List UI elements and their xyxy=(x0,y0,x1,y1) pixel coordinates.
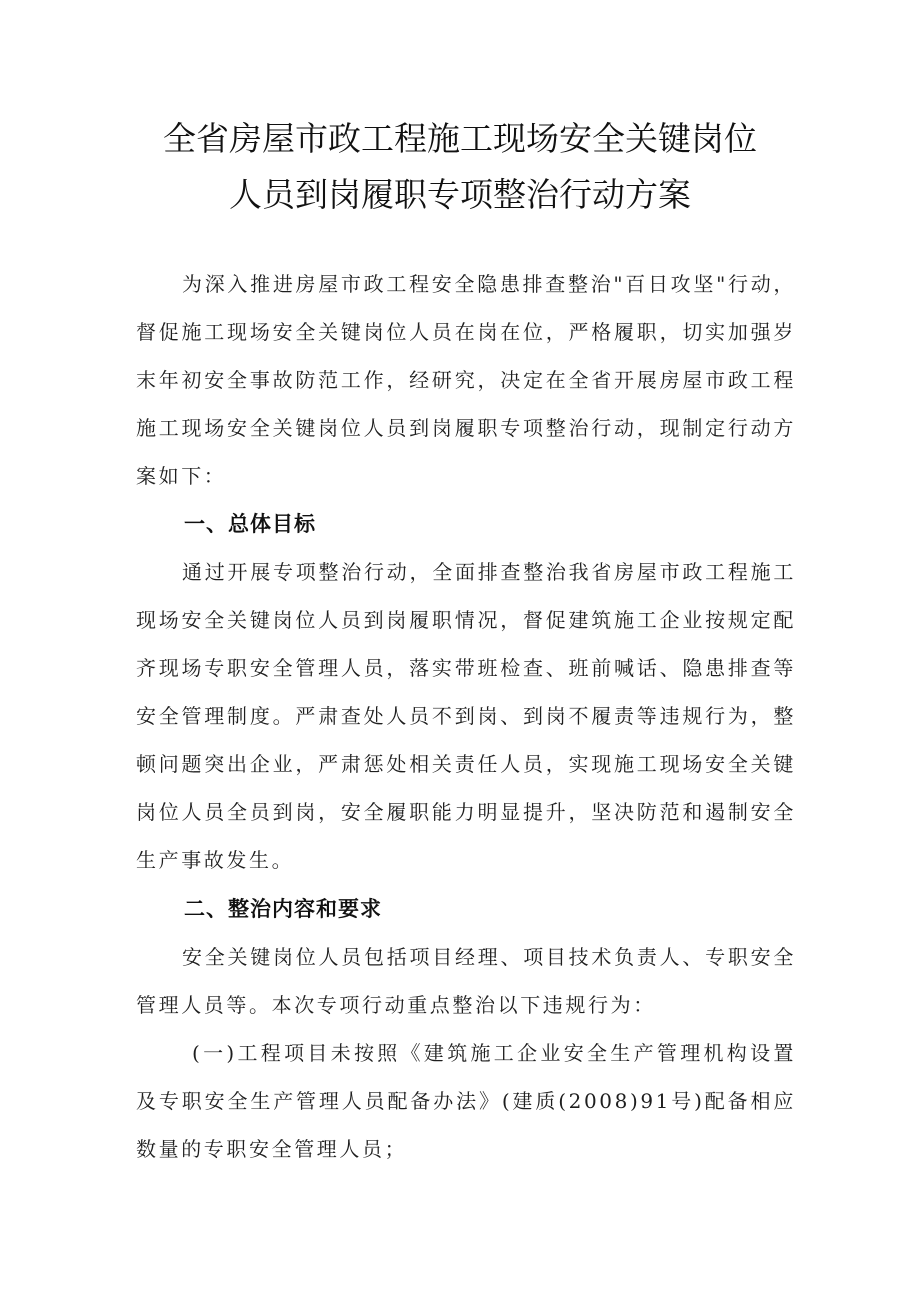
document-title-line-2: 人员到岗履职专项整治行动方案 xyxy=(229,175,691,214)
list-item-1-paragraph: (一)工程项目未按照《建筑施工企业安全生产管理机构设置及专职安全生产管理人员配备办法》(建质(2008)91号)配备相应数量的专职安全管理人员； xyxy=(136,1041,796,1161)
section-heading-general-goal: 一、总体目标 xyxy=(184,512,316,536)
intro-paragraph: 为深入推进房屋市政工程安全隐患排查整治"百日攻坚"行动，督促施工现场安全关键岗位人员在岗在位，严格履职，切实加强岁末年初安全事故防范工作，经研究，决定在全省开展房屋市政工程施工现场安全关键岗位人员到岗履职专项整治行动，现制定行动方案如下： xyxy=(136,272,796,488)
section-paragraph-general-goal: 通过开展专项整治行动，全面排查整治我省房屋市政工程施工现场安全关键岗位人员到岗履职情况，督促建筑施工企业按规定配齐现场专职安全管理人员，落实带班检查、班前喊话、隐患排查等安全管理制度。严肃查处人员不到岗、到岗不履责等违规行为，整顿问题突出企业，严肃惩处相关责任人员，实现施工现场安全关键岗位人员全员到岗，安全履职能力明显提升，坚决防范和遏制安全生产事故发生。 xyxy=(136,560,796,872)
section-heading-rectification-content: 二、整治内容和要求 xyxy=(184,897,382,921)
document-title-line-1: 全省房屋市政工程施工现场安全关键岗位 xyxy=(163,119,757,158)
section-paragraph-rectification-content: 安全关键岗位人员包括项目经理、项目技术负责人、专职安全管理人员等。本次专项行动重点整治以下违规行为： xyxy=(136,945,796,1017)
